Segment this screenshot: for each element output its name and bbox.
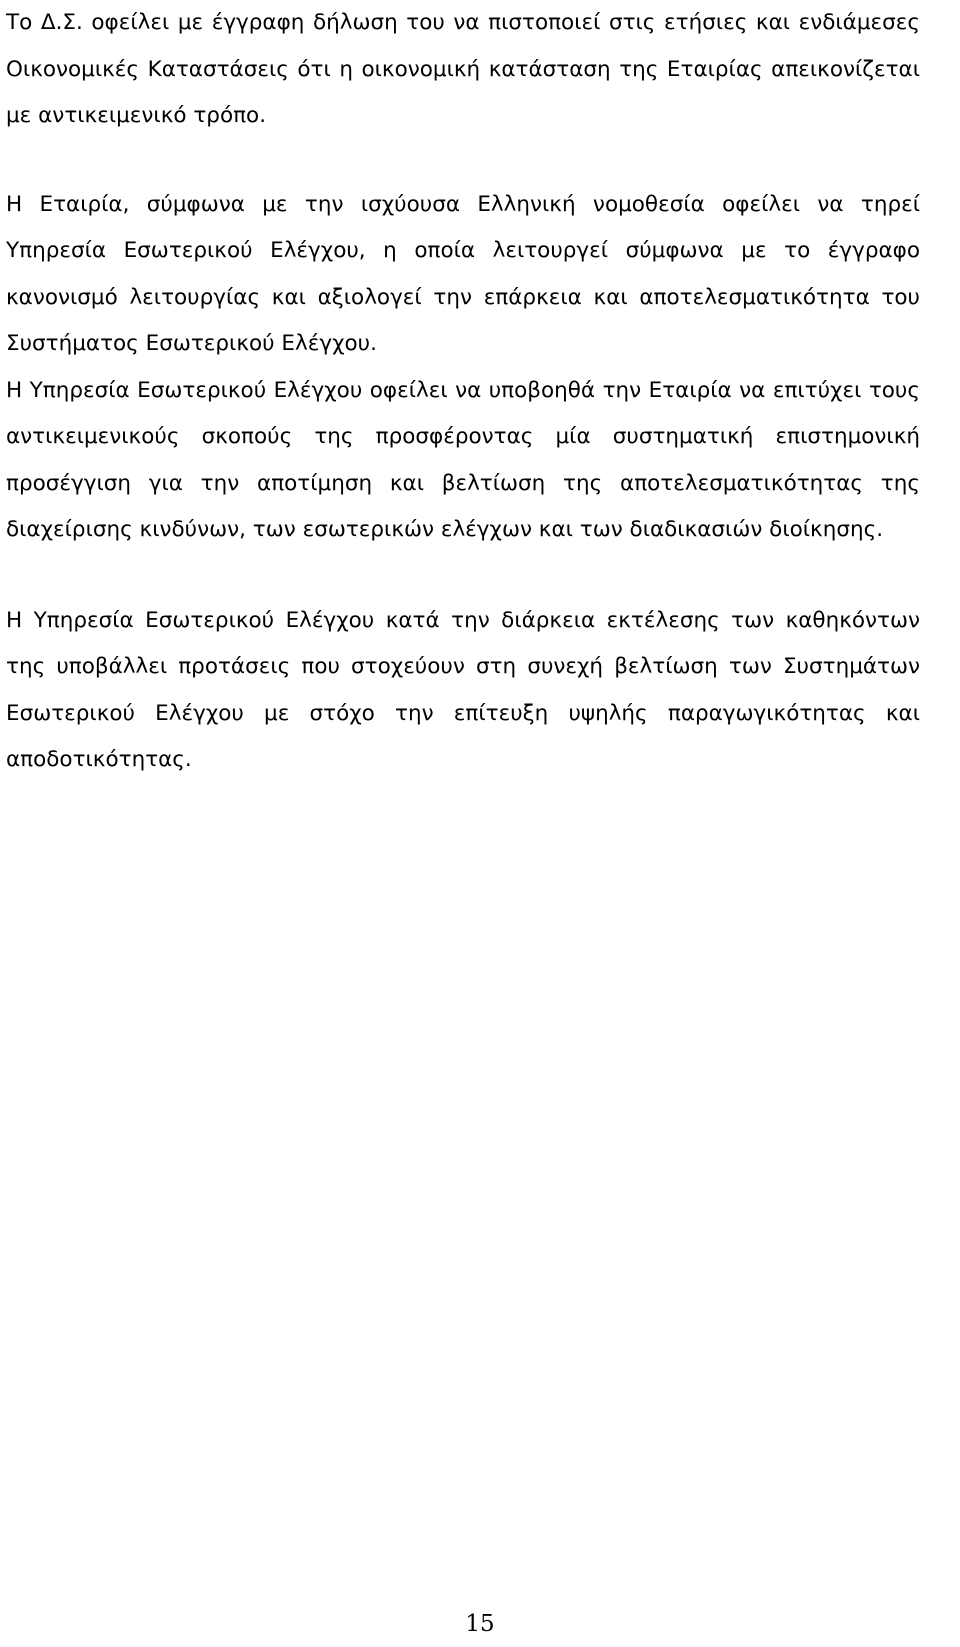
page-number: 15: [465, 1611, 495, 1637]
paragraph-internal-audit-proposals: Η Υπηρεσία Εσωτερικού Ελέγχου κατά την διάρκεια εκτέλεσης των καθηκόντων της υποβάλλει προτάσεις που στοχεύουν στη συνεχή βελτίωση των Συστημάτων Εσωτερικού Ελέγχου με στόχο την επίτευξη υψηλής παραγωγικότητας και αποδοτικότητας.: [6, 607, 920, 772]
paragraph-board-certification: Το Δ.Σ. οφείλει με έγγραφη δήλωση του να πιστοποιεί στις ετήσιες και ενδιάμεσες Οικονομικές Καταστάσεις ότι η οικονομική κατάσταση της Εταιρίας απεικονίζεται με αντικειμενικό τρόπο.: [6, 10, 920, 128]
paragraph-internal-audit-purpose: Η Υπηρεσία Εσωτερικού Ελέγχου οφείλει να υποβοηθά την Εταιρία να επιτύχει τους αντικειμενικούς σκοπούς της προσφέροντας μία συστηματική επιστημονική προσέγγιση για την αποτίμηση και βελτίωση της αποτελεσματικότητας της διαχείρισης κινδύνων, των εσωτερικών ελέγχων και των διαδικασιών διοίκησης.: [6, 377, 920, 542]
paragraph-internal-audit-obligation: Η Εταιρία, σύμφωνα με την ισχύουσα Ελληνική νομοθεσία οφείλει να τηρεί Υπηρεσία Εσωτερικού Ελέγχου, η οποία λειτουργεί σύμφωνα με το έγγραφο κανονισμό λειτουργίας και αξιολογεί την επάρκεια και αποτελεσματικότητα του Συστήματος Εσωτερικού Ελέγχου.: [6, 191, 920, 356]
document-body: [6, 0, 920, 784]
